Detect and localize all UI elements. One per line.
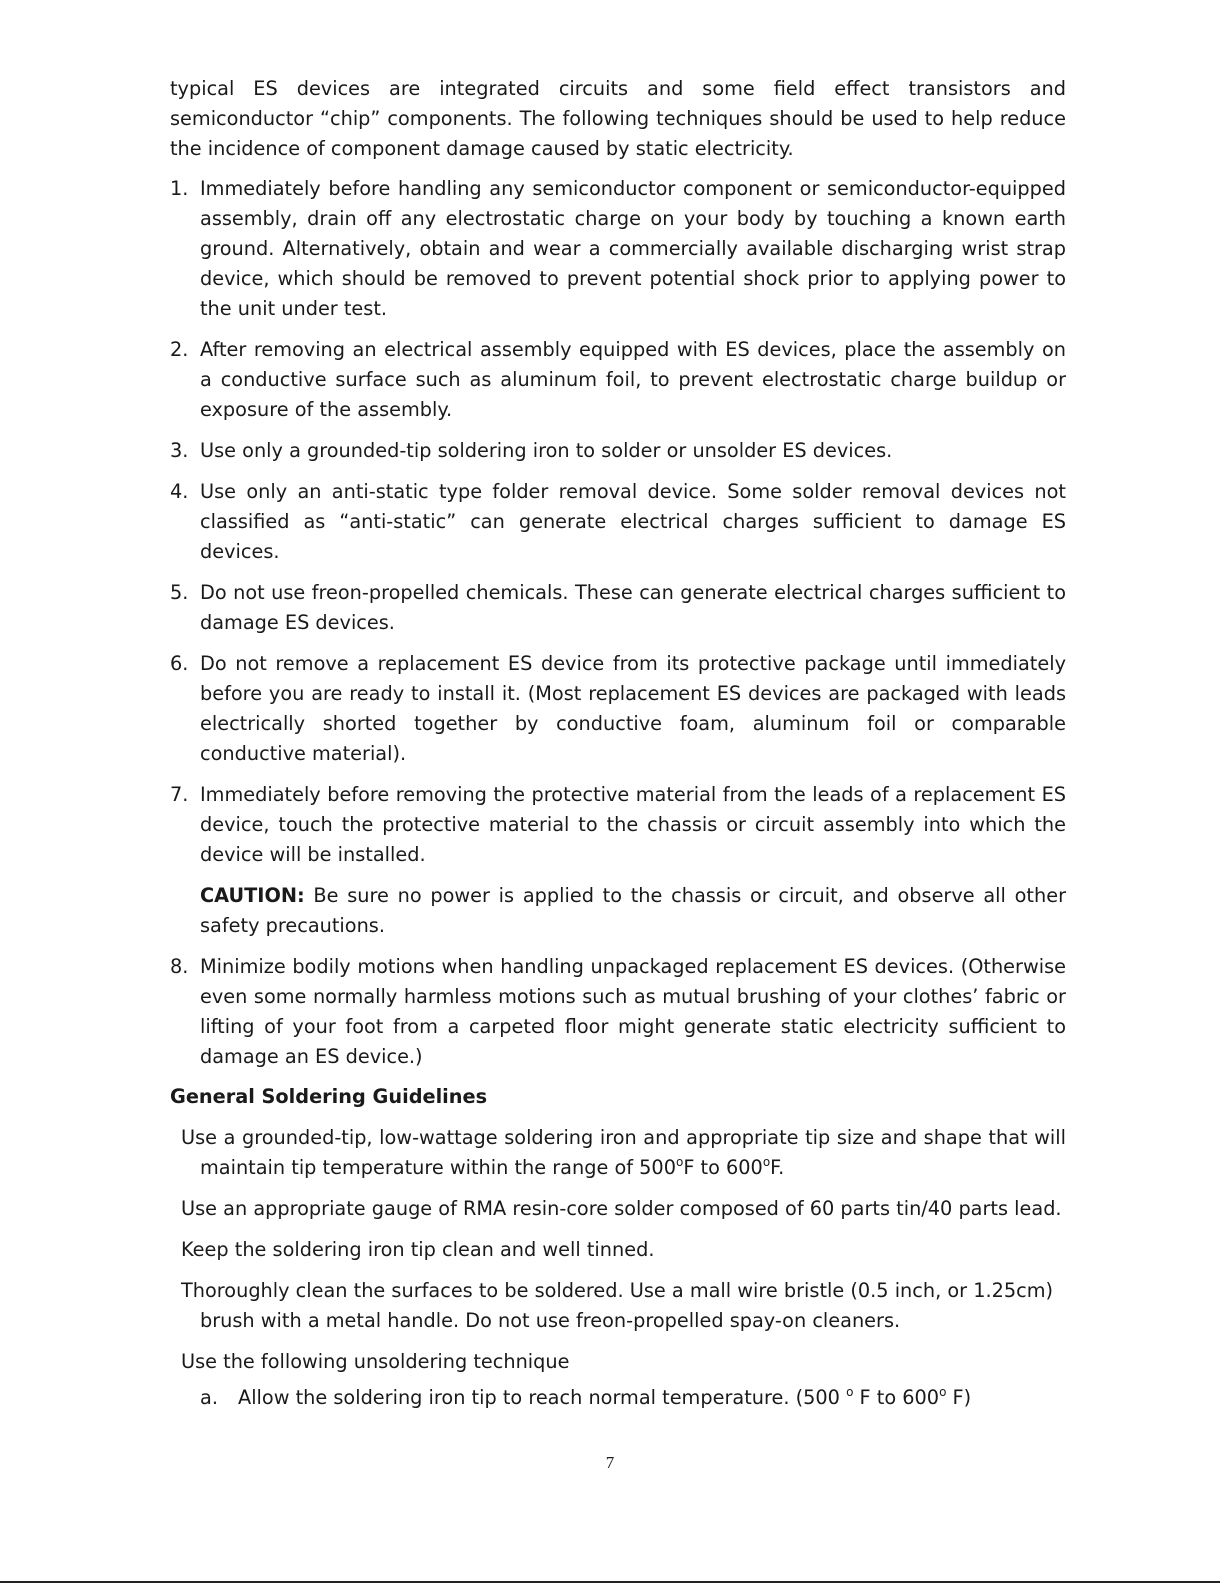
list-item-number: 4. [170, 480, 189, 503]
list-item [170, 578, 1066, 638]
intro-paragraph: typical ES devices are integrated circuits and some field effect transistors and semiconductor “chip” components. The following techniques should be used to help reduce the incidence of component damage caused by static electricity. [170, 77, 1066, 160]
document-page [170, 74, 1066, 1413]
list-item [170, 780, 1066, 941]
guideline-item: Use the following unsoldering technique [181, 1350, 570, 1373]
degree-symbol: o [762, 1155, 771, 1169]
degree-symbol: o [846, 1385, 854, 1399]
list-item-number: 1. [170, 177, 189, 200]
sub-step-text-part: F to 600 [859, 1386, 940, 1409]
list-item [170, 477, 1066, 567]
list-item-text: Use only a grounded-tip soldering iron to solder or unsolder ES devices. [200, 439, 893, 462]
list-item-number: 3. [170, 439, 189, 462]
list-item-text: Immediately before removing the protective material from the leads of a replacement ES device, touch the protective material to the chassis or circuit assembly into which the device will be installed. [200, 783, 1066, 866]
page-number: 7 [605, 1453, 615, 1472]
sub-step-text-part: F) [952, 1386, 972, 1409]
list-item-text: Immediately before handling any semiconductor component or semiconductor-equipped assembly, drain off any electrostatic charge on your body by touching a known earth ground. Alternatively, obtain and wear a commercially available discharging wrist strap device, which should be removed to prevent potential shock prior to applying power to the unit under test. [200, 177, 1066, 320]
caution-note [200, 881, 1066, 941]
guideline-item: Keep the soldering iron tip clean and well tinned. [181, 1238, 655, 1261]
guideline-item: Use an appropriate gauge of RMA resin-core solder composed of 60 parts tin/40 parts lead. [181, 1197, 1062, 1220]
caution-label: CAUTION: [200, 884, 305, 907]
list-item-text: Do not use freon-propelled chemicals. These can generate electrical charges sufficient to damage ES devices. [200, 581, 1066, 634]
guideline-text: Use a grounded-tip, low-wattage soldering iron and appropriate tip size and shape that will maintain tip temperature within the range of 500 [181, 1126, 1066, 1179]
degree-symbol: o [675, 1155, 684, 1169]
guideline-item: Thoroughly clean the surfaces to be soldered. Use a mall wire bristle (0.5 inch, or 1.25cm) brush with a metal handle. Do not use freon-propelled spay-on cleaners. [181, 1279, 1054, 1332]
list-item [170, 174, 1066, 324]
caution-text: Be sure no power is applied to the chassis or circuit, and observe all other safety precautions. [200, 884, 1066, 937]
guideline-text: F. [770, 1156, 785, 1179]
list-item-text: Do not remove a replacement ES device from its protective package until immediately before you are ready to install it. (Most replacement ES devices are packaged with leads electrically shorted together by conductive foam, aluminum foil or comparable conductive material). [200, 652, 1066, 765]
list-item-text: Use only an anti-static type folder removal device. Some solder removal devices not classified as “anti-static” can generate electrical charges sufficient to damage ES devices. [200, 480, 1066, 563]
list-item-number: 6. [170, 652, 189, 675]
list-item-text: Minimize bodily motions when handling unpackaged replacement ES devices. (Otherwise even some normally harmless motions such as mutual brushing of your clothes’ fabric or lifting of your foot from a carpeted floor might generate static electricity sufficient to damage an ES device.) [200, 955, 1066, 1068]
sub-step-text-part: Allow the soldering iron tip to reach normal temperature. (500 [238, 1386, 840, 1409]
list-item-number: 5. [170, 581, 189, 604]
list-item-text: After removing an electrical assembly equipped with ES devices, place the assembly on a conductive surface such as aluminum foil, to prevent electrostatic charge buildup or exposure of the assembly. [200, 338, 1066, 421]
list-item-number: 8. [170, 955, 189, 978]
degree-symbol: o [939, 1385, 947, 1399]
guideline-text: F to 600 [683, 1156, 763, 1179]
list-item [170, 436, 1066, 466]
sub-step-letter: a. [200, 1386, 218, 1409]
section-heading: General Soldering Guidelines [170, 1085, 488, 1108]
list-item [170, 952, 1066, 1072]
guideline-item [181, 1123, 1066, 1183]
list-item-number: 7. [170, 783, 189, 806]
list-item-number: 2. [170, 338, 189, 361]
sub-step [200, 1383, 1066, 1413]
list-item [170, 649, 1066, 769]
list-item [170, 335, 1066, 425]
sub-step-text [238, 1383, 971, 1413]
